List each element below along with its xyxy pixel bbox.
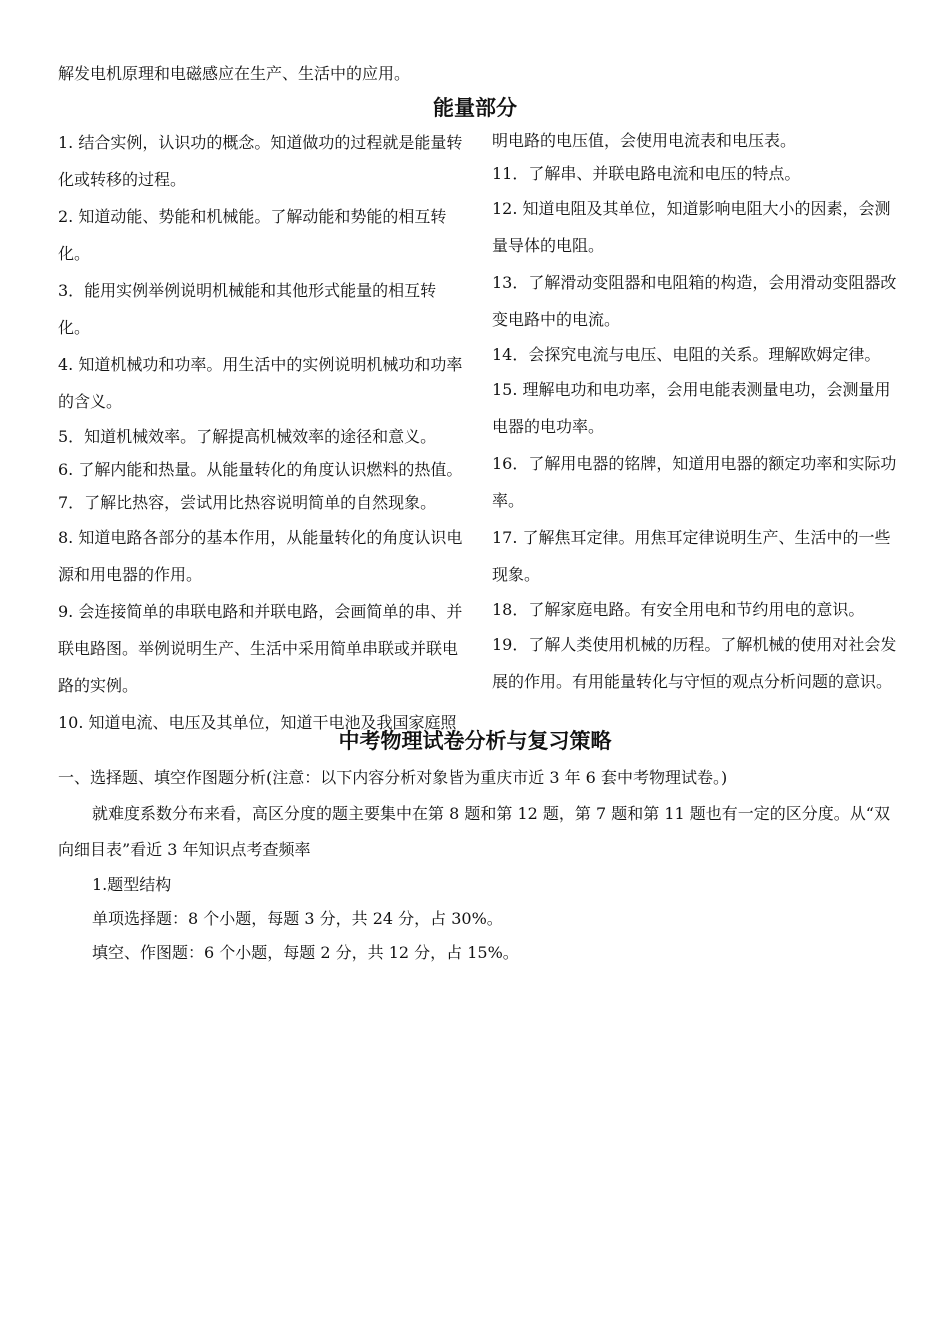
- analysis-body: [58, 760, 898, 970]
- analysis-section-title: 中考物理试卷分析与复习策略: [338, 729, 612, 753]
- energy-item: 15. 理解电功和电功率，会用电能表测量电功，会测量用电器的电功率。: [492, 380, 891, 436]
- energy-item: 13．了解滑动变阻器和电阻箱的构造，会用滑动变阻器改变电路中的电流。: [492, 273, 897, 329]
- energy-item: 16．了解用电器的铭牌，知道用电器的额定功率和实际功率。: [492, 454, 897, 510]
- energy-item: 14．会探究电流与电压、电阻的关系。理解欧姆定律。: [492, 345, 881, 364]
- structure-line: 填空、作图题：6 个小题，每题 2 分，共 12 分，占 15%。: [92, 943, 519, 962]
- energy-item: 7．了解比热容，尝试用比热容说明简单的自然现象。: [58, 493, 437, 512]
- analysis-subheading: 一、选择题、填空作图题分析(注意：以下内容分析对象皆为重庆市近 3 年 6 套中考物理试卷。): [58, 768, 728, 787]
- energy-item: 3．能用实例举例说明机械能和其他形式能量的相互转化。: [58, 281, 437, 337]
- energy-item: 17. 了解焦耳定律。用焦耳定律说明生产、生活中的一些现象。: [492, 528, 891, 584]
- energy-item: 2. 知道动能、势能和机械能。了解动能和势能的相互转化。: [58, 207, 447, 263]
- energy-item: 4. 知道机械功和功率。用生活中的实例说明机械功和功率的含义。: [58, 355, 463, 411]
- energy-item: 12. 知道电阻及其单位，知道影响电阻大小的因素，会测量导体的电阻。: [492, 199, 891, 255]
- energy-item: 6. 了解内能和热量。从能量转化的角度认识燃料的热值。: [58, 460, 463, 479]
- energy-item: 明电路的电压值，会使用电流表和电压表。: [492, 131, 797, 150]
- energy-section-title: 能量部分: [433, 96, 517, 120]
- structure-line: 单项选择题：8 个小题，每题 3 分，共 24 分，占 30%。: [92, 909, 503, 928]
- energy-item: 1. 结合实例，认识功的概念。知道做功的过程就是能量转化或转移的过程。: [58, 133, 463, 189]
- energy-item: 10. 知道电流、电压及其单位，知道干电池及我国家庭照: [58, 713, 457, 732]
- energy-item: 18．了解家庭电路。有安全用电和节约用电的意识。: [492, 600, 865, 619]
- energy-item: 5．知道机械效率。了解提高机械效率的途径和意义。: [58, 427, 437, 446]
- energy-item: 9. 会连接简单的串联电路和并联电路，会画简单的串、并联电路图。举例说明生产、生活中采用简单串联或并联电路的实例。: [58, 602, 463, 695]
- energy-item: 11．了解串、并联电路电流和电压的特点。: [492, 164, 801, 183]
- intro-line: 解发电机原理和电磁感应在生产、生活中的应用。: [58, 64, 411, 83]
- analysis-paragraph: 就难度系数分布来看，高区分度的题主要集中在第 8 题和第 12 题，第 7 题和第 11 题也有一定的区分度。从“双向细目表”看近 3 年知识点考查频率: [58, 804, 890, 859]
- energy-item: 8. 知道电路各部分的基本作用，从能量转化的角度认识电源和用电器的作用。: [58, 528, 463, 584]
- energy-right-column: [492, 124, 900, 700]
- energy-left-column: [58, 124, 478, 741]
- energy-item: 19．了解人类使用机械的历程。了解机械的使用对社会发展的作用。有用能量转化与守恒的观点分析问题的意识。: [492, 635, 897, 691]
- structure-title: 1.题型结构: [92, 875, 172, 894]
